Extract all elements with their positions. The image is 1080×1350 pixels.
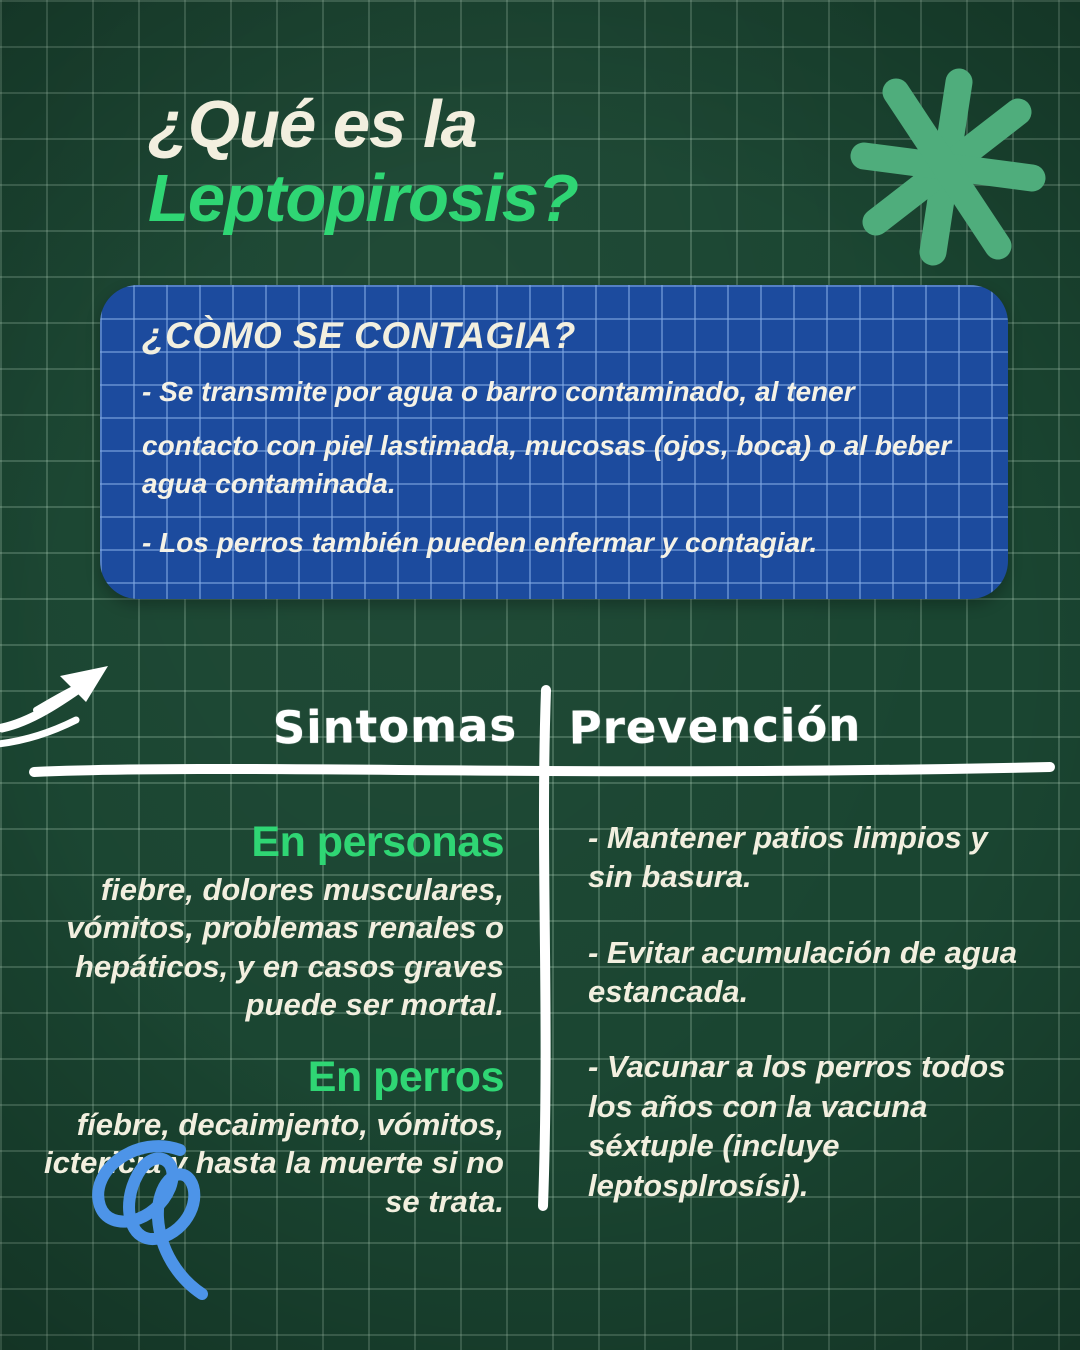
contagion-card-heading: ¿CÒMO SE CONTAGIA? [142,315,576,356]
dogs-text: fíebre, decaimjento, vómitos, ictericia y hasta la muerte si no se trata. [43,1106,504,1219]
vertical-divider-line [543,690,546,1206]
contagion-bullet-1: - Se transmite por agua o barro contaminado, al tener [142,376,855,407]
persons-text: fiebre, dolores musculares, vómitos, problemas renales o hepáticos, y en casos graves puede ser mortal. [66,872,504,1023]
dogs-heading: En perros [307,1052,504,1101]
scribble-icon [60,1126,270,1326]
prevention-header: Prevención [568,698,862,755]
prevention-item-2: - Evitar acumulación de agua estancada. [588,934,1017,1010]
symptoms-header: Sintomas [272,698,518,755]
contagion-bullet-2: contacto con piel lastimada, mucosas (ojos, boca) o al beber agua contaminada. [142,429,952,499]
persons-heading: En personas [251,818,504,866]
title-line-2: Leptopirosis? [148,160,578,236]
prevention-item-3: - Vacunar a los perros todos los años con la vacuna séxtuple (incluye leptosplrosísi). [588,1049,1006,1203]
contagion-bullet-3: - Los perros también pueden enfermar y contagiar. [142,527,818,559]
title-line-1: ¿Qué es la [148,87,477,162]
prevention-item-1: - Mantener patios limpios y sin basura. [588,820,988,895]
prevention-column [588,818,1020,1241]
